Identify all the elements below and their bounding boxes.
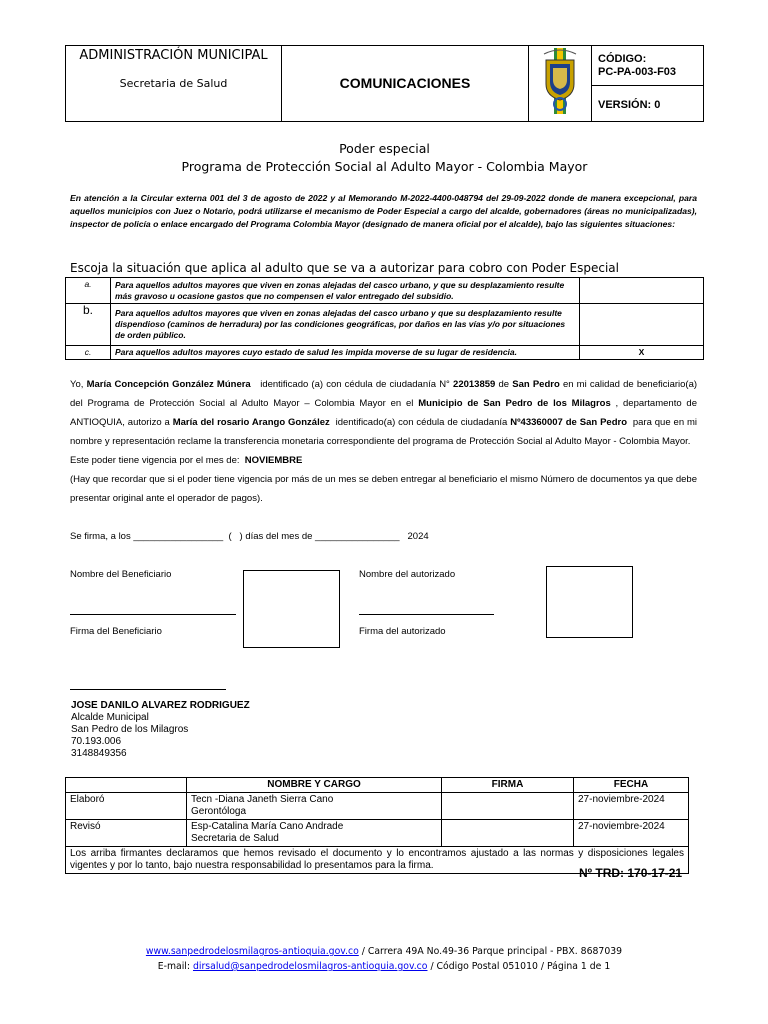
- choose-heading: Escoja la situación que aplica al adulto que se va a autorizar para cobro con Poder Especial: [70, 261, 619, 275]
- code-label: CÓDIGO:: [598, 52, 647, 65]
- email-link[interactable]: dirsalud@sanpedrodelosmilagros-antioquia.gov.co: [192, 961, 428, 972]
- review-name-cell: [187, 793, 442, 820]
- beneficiary-id: 22013859: [453, 379, 496, 390]
- header-table: [65, 45, 704, 122]
- code-value: PC-PA-003-F03: [598, 65, 677, 78]
- dept-name: Secretaria de Salud: [119, 77, 228, 90]
- document-title: [65, 140, 704, 176]
- body-text: para que en mi nombre y representación reclame la transferencia monetaria correspondiente del programa de Protección Social al Adulto Mayor - Colombia Mayor.: [70, 417, 698, 447]
- mayor-block: [71, 700, 250, 760]
- authorized-sign-label: Firma del autorizado: [359, 626, 446, 637]
- situation-mark[interactable]: X: [580, 346, 704, 360]
- version-label: VERSIÓN: 0: [598, 98, 661, 111]
- beneficiary-city: San Pedro: [512, 379, 560, 390]
- situation-mark[interactable]: [580, 304, 704, 346]
- intro-paragraph: En atención a la Circular externa 001 del 3 de agosto de 2022 y al Memorando M-2022-4400-048794 del 29-09-2022 donde de manera excepcional, para aquellos municipios con Juez o Notario, podrá utilizarse el mecanismo de Poder Especial a cargo del alcalde, gobernadores (áreas no municipalizadas), inspector de policía o enlace encargado del Programa Colombia Mayor (designado de manera oficial por el alcalde), bajo las siguientes situaciones:: [70, 193, 697, 229]
- beneficiary-fingerprint-box[interactable]: [243, 570, 340, 648]
- review-header: FIRMA: [442, 778, 574, 793]
- situation-letter: b.: [66, 304, 111, 346]
- table-row: [66, 793, 689, 820]
- review-table: [65, 777, 689, 874]
- review-signature-cell[interactable]: [442, 820, 574, 847]
- situation-text: Para aquellos adultos mayores cuyo estado de salud les impida moverse de su lugar de residencia.: [111, 346, 580, 360]
- trd-number: Nº TRD: 170-17-21: [579, 866, 683, 880]
- review-signature-cell[interactable]: [442, 793, 574, 820]
- situation-text: Para aquellos adultos mayores que viven en zonas alejadas del casco urbano y que su desplazamiento resulte dispendioso (caminos de herradura) por las condiciones geográficas, por daños en las vías y/o por situaciones de orden público.: [111, 304, 580, 346]
- authorized-name-label: Nombre del autorizado: [359, 569, 456, 580]
- review-label: Revisó: [66, 820, 187, 847]
- declaration-text: Los arriba firmantes declaramos que hemos revisado el documento y lo encontramos ajustado a las normas y disposiciones legales vigentes y por lo tanto, bajo nuestra responsabilidad lo presentamos para la firma.: [66, 847, 689, 874]
- mayor-role: Alcalde Municipal: [71, 712, 149, 723]
- review-role: Secretaria de Salud: [191, 833, 279, 844]
- signed-date-line[interactable]: Se firma, a los _________________ ( ) días del mes de ________________ 2024: [70, 531, 429, 542]
- authorized-id: Nº43360007 de San Pedro: [510, 417, 627, 428]
- situation-row-c: [66, 346, 704, 360]
- body-text: , departamento de ANTIOQUIA, autorizo a: [70, 398, 697, 428]
- review-date: 27-noviembre-2024: [574, 820, 689, 847]
- mayor-sign-line[interactable]: [70, 689, 226, 690]
- authorized-fingerprint-box[interactable]: [546, 566, 633, 638]
- body-text: de: [498, 379, 510, 390]
- validity-line: [70, 451, 697, 470]
- title-line-2: Programa de Protección Social al Adulto Mayor - Colombia Mayor: [181, 159, 588, 174]
- footer: [0, 944, 768, 974]
- situation-mark[interactable]: [580, 278, 704, 304]
- authorized-sign-line[interactable]: [359, 614, 494, 615]
- review-header: FECHA: [574, 778, 689, 793]
- review-header: NOMBRE Y CARGO: [187, 778, 442, 793]
- beneficiary-sign-line[interactable]: [70, 614, 236, 615]
- footer-postal: / Código Postal 051010 / Página 1 de 1: [427, 961, 611, 972]
- review-name: Tecn -Diana Janeth Sierra Cano: [191, 794, 334, 805]
- review-header: [66, 778, 187, 793]
- mayor-place: San Pedro de los Milagros: [71, 724, 189, 735]
- validity-note: (Hay que recordar que si el poder tiene vigencia por más de un mes se deben entregar al beneficiario el mismo Número de documentos ya que debe presentar original ante el operador de pagos).: [70, 474, 697, 504]
- municipality: Municipio de San Pedro de los Milagros: [418, 398, 611, 409]
- situation-row-b: [66, 304, 704, 346]
- situations-table: [65, 277, 704, 360]
- review-name: Esp-Catalina María Cano Andrade: [191, 821, 344, 832]
- table-row: [66, 820, 689, 847]
- authorized-name: María del rosario Arango González: [172, 417, 330, 428]
- municipal-shield-icon: [538, 46, 582, 116]
- situation-letter: a.: [66, 278, 111, 304]
- validity-month: NOVIEMBRE: [244, 455, 303, 466]
- footer-line-2: [0, 959, 768, 974]
- mayor-id: 70.193.006: [71, 736, 122, 747]
- beneficiary-name-label: Nombre del Beneficiario: [70, 569, 172, 580]
- review-header-row: [66, 778, 689, 793]
- situation-row-a: [66, 278, 704, 304]
- review-name-cell: [187, 820, 442, 847]
- footer-line-1: [0, 944, 768, 959]
- body-text: en mi calidad de beneficiario(a) del Programa de Protección Social al Adulto Mayor – Colombia Mayor en el: [70, 379, 698, 409]
- mayor-phone: 3148849356: [71, 748, 127, 759]
- body-text: identificado(a) con cédula de ciudadanía: [335, 417, 508, 428]
- org-name: ADMINISTRACIÓN MUNICIPAL: [79, 48, 268, 63]
- section-title: COMUNICACIONES: [339, 74, 471, 91]
- review-date: 27-noviembre-2024: [574, 793, 689, 820]
- body-text: Yo,: [70, 379, 84, 390]
- email-label: E-mail:: [157, 961, 193, 972]
- beneficiary-name: María Concepción González Múnera: [86, 379, 251, 390]
- situation-letter: c.: [66, 346, 111, 360]
- authorization-paragraph: [70, 375, 697, 508]
- review-label: Elaboró: [66, 793, 187, 820]
- situation-text: Para aquellos adultos mayores que viven en zonas alejadas del casco urbano, y que su desplazamiento resulte más gravoso u ocasione gastos que no compensen el valor entregado del subsidio.: [111, 278, 580, 304]
- title-line-1: Poder especial: [339, 141, 430, 156]
- beneficiary-sign-label: Firma del Beneficiario: [70, 626, 162, 637]
- footer-address: / Carrera 49A No.49-36 Parque principal - PBX. 8687039: [358, 946, 623, 957]
- mayor-name: JOSE DANILO ALVAREZ RODRIGUEZ: [71, 700, 250, 711]
- validity-label: Este poder tiene vigencia por el mes de:: [70, 455, 240, 466]
- body-text: identificado (a) con cédula de ciudadanía N°: [260, 379, 450, 390]
- review-role: Gerontóloga: [191, 806, 247, 817]
- website-link[interactable]: www.sanpedrodelosmilagros-antioquia.gov.co: [145, 946, 359, 957]
